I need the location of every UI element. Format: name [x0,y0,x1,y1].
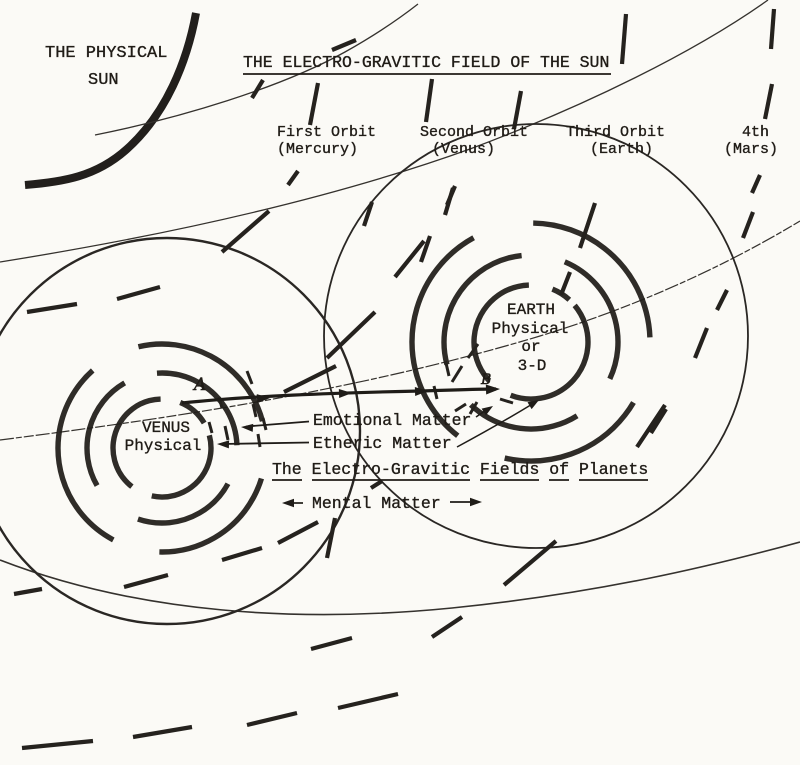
orbit-planet-third: (Earth) [590,141,654,158]
orbit-planet-fourth: (Mars) [724,141,779,158]
etheric-matter-label: Etheric Matter [313,434,452,453]
earth-sub3: 3-D [517,357,547,375]
sun-label-line1: THE PHYSICAL [45,44,168,63]
orbit-planet-first: (Mercury) [277,141,359,158]
earth-sub2: or [521,338,541,356]
venus-sub: Physical [124,437,202,455]
flow-dot [258,434,260,447]
fields-caption: The Electro-Gravitic Fields of Planets [272,460,649,479]
mental-matter-label: Mental Matter [312,494,441,513]
orbit-label-second: Second Orbit [420,124,529,141]
orbit-label-third: Third Orbit [566,124,666,141]
point-a-label: A [194,375,207,395]
field-dash [771,9,774,49]
venus-name: VENUS [141,419,191,437]
page-title: THE ELECTRO-GRAVITIC FIELD OF THE SUN [243,53,610,72]
earth-sub1: Physical [491,320,569,338]
orbit-label-fourth: 4th [742,124,770,141]
sun-label-line2: SUN [88,71,119,90]
earth-name: EARTH [506,301,556,319]
point-b-label: B [481,372,492,388]
orbit-label-first: First Orbit [277,124,377,141]
emotional-matter-label: Emotional Matter [313,411,472,430]
orbit-planet-second: (Venus) [432,141,496,158]
